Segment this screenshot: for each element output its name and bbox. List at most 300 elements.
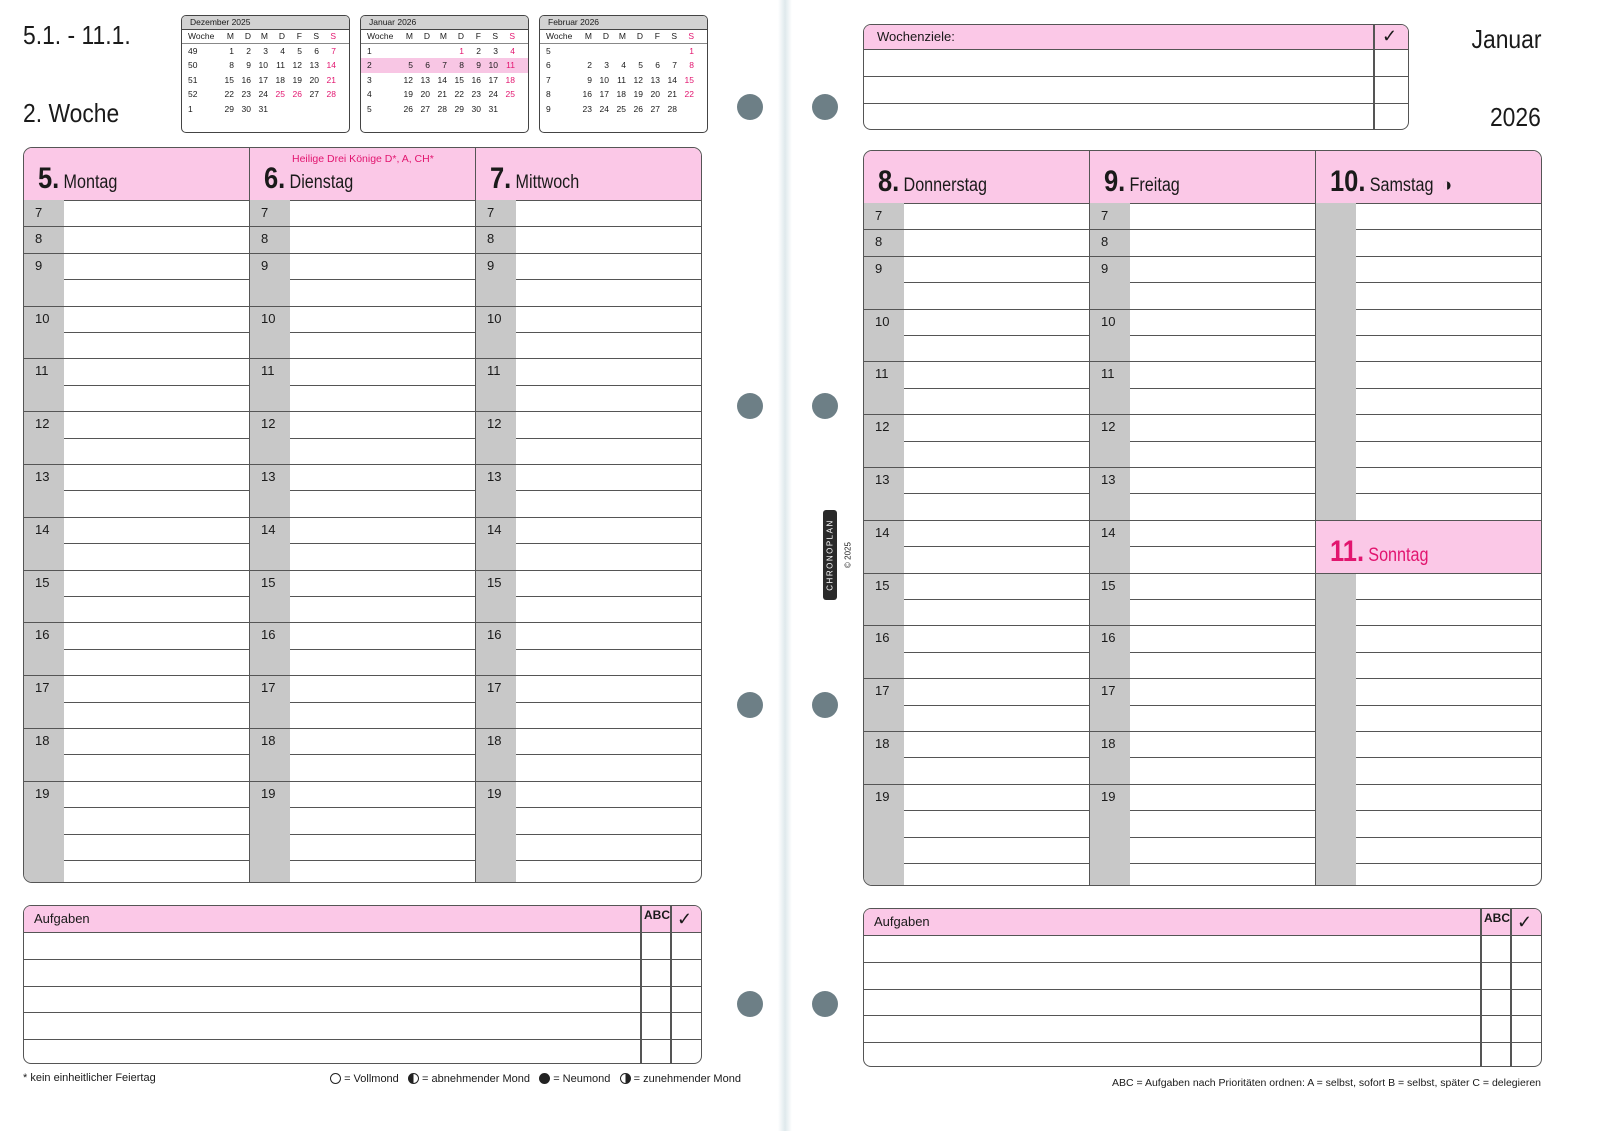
time-slot[interactable]	[1316, 863, 1541, 886]
mini-calendar-day: 27	[420, 103, 430, 114]
time-slot[interactable]	[1316, 705, 1541, 732]
time-slot[interactable]	[1316, 282, 1541, 309]
mini-calendar-day: 3	[263, 46, 268, 56]
day-title	[1104, 167, 1180, 197]
time-slot[interactable]	[250, 596, 476, 623]
week-number: 52	[188, 89, 198, 100]
task-row[interactable]	[24, 1013, 701, 1040]
time-slot[interactable]	[24, 438, 250, 465]
time-slot[interactable]	[24, 253, 250, 280]
time-slot[interactable]	[250, 306, 476, 333]
day-name: Samstag	[1369, 175, 1434, 196]
time-slot[interactable]	[250, 781, 476, 808]
task-row[interactable]	[24, 960, 701, 987]
mini-calendar-week	[540, 102, 707, 116]
time-slot[interactable]	[1090, 863, 1316, 886]
task-row[interactable]	[24, 987, 701, 1014]
mini-calendar-day: 28	[667, 103, 677, 114]
time-slot[interactable]	[864, 678, 1090, 705]
time-slot[interactable]	[1090, 546, 1316, 573]
mini-calendar-day: 25	[275, 89, 285, 100]
hour-label	[864, 493, 904, 519]
left-day-grid	[23, 147, 702, 883]
time-slot[interactable]	[1090, 573, 1316, 600]
time-slot[interactable]	[1090, 837, 1316, 864]
time-slot[interactable]	[1090, 757, 1316, 784]
mini-calendar-day: 28	[437, 103, 447, 114]
hour-label: 19	[487, 785, 502, 801]
time-slot[interactable]	[24, 517, 250, 544]
mini-calendar-title: Januar 2026	[361, 16, 528, 30]
time-slot[interactable]	[1316, 493, 1541, 520]
hour-label: 7	[261, 205, 269, 220]
time-slot[interactable]	[864, 493, 1090, 520]
time-slot[interactable]	[864, 282, 1090, 309]
hour-label	[24, 543, 64, 569]
time-slot[interactable]	[24, 834, 250, 861]
hour-label: 14	[35, 521, 50, 537]
mini-calendar-day: 13	[309, 60, 319, 71]
weekday-header: F	[654, 31, 660, 41]
mini-calendar-day: 13	[420, 74, 430, 85]
mini-calendar-day: 16	[471, 74, 481, 85]
hour-label: 15	[35, 574, 50, 590]
time-slot[interactable]	[24, 543, 250, 570]
hour-label	[864, 837, 904, 863]
hour-label: 11	[35, 363, 49, 379]
time-slot[interactable]	[864, 599, 1090, 626]
time-slot[interactable]	[250, 226, 476, 253]
time-slot[interactable]	[250, 253, 476, 280]
time-slot[interactable]	[1090, 335, 1316, 362]
time-slot[interactable]	[476, 385, 701, 412]
hour-label	[1316, 810, 1356, 836]
task-row[interactable]	[864, 963, 1541, 990]
time-slot[interactable]	[250, 517, 476, 544]
time-slot[interactable]	[864, 652, 1090, 679]
hour-label	[476, 596, 516, 622]
hour-label	[476, 332, 516, 358]
time-slot[interactable]	[864, 837, 1090, 864]
mini-calendar-week	[182, 102, 349, 116]
week-number: 4	[367, 89, 372, 100]
time-slot[interactable]	[250, 385, 476, 412]
time-slot[interactable]	[250, 622, 476, 649]
time-slot[interactable]	[864, 731, 1090, 758]
time-slot[interactable]	[24, 675, 250, 702]
time-slot[interactable]	[250, 411, 476, 438]
mini-calendar-day: 5	[638, 60, 643, 71]
time-slot[interactable]	[864, 573, 1090, 600]
time-slot[interactable]	[864, 467, 1090, 494]
time-slot[interactable]	[250, 490, 476, 517]
time-slot[interactable]	[476, 464, 701, 491]
weekday-header: S	[330, 31, 336, 41]
task-row[interactable]	[864, 990, 1541, 1017]
time-slot[interactable]	[476, 543, 701, 570]
time-slot[interactable]	[24, 385, 250, 412]
time-slot[interactable]	[476, 517, 701, 544]
time-slot[interactable]	[250, 702, 476, 729]
time-slot[interactable]	[1090, 441, 1316, 468]
hour-label	[864, 546, 904, 572]
hour-label	[476, 385, 516, 411]
time-slot[interactable]	[24, 570, 250, 597]
time-slot[interactable]	[1090, 414, 1316, 441]
day-title	[1330, 534, 1429, 568]
time-slot[interactable]	[476, 728, 701, 755]
time-slot[interactable]	[476, 306, 701, 333]
time-slot[interactable]	[476, 253, 701, 280]
time-slot[interactable]	[476, 781, 701, 808]
time-slot[interactable]	[250, 438, 476, 465]
hour-label: 12	[487, 416, 502, 432]
hour-label	[1316, 441, 1356, 467]
hour-label	[864, 282, 904, 308]
time-slot[interactable]	[1316, 467, 1541, 494]
goal-row[interactable]	[864, 104, 1408, 130]
time-slot[interactable]	[250, 754, 476, 781]
time-slot[interactable]	[476, 438, 701, 465]
time-slot[interactable]	[476, 596, 701, 623]
time-slot[interactable]	[1090, 599, 1316, 626]
time-slot[interactable]	[24, 306, 250, 333]
mini-calendar-title: Februar 2026	[540, 16, 707, 30]
hour-label	[1316, 625, 1356, 651]
time-slot[interactable]	[24, 754, 250, 781]
time-slot[interactable]	[864, 546, 1090, 573]
hour-label	[24, 279, 64, 305]
time-slot[interactable]	[864, 784, 1090, 811]
hour-label: 19	[35, 785, 50, 801]
mini-calendar-day: 10	[258, 60, 268, 71]
hour-label	[1090, 335, 1130, 361]
copyright-label: © 2025	[843, 542, 853, 568]
time-slot[interactable]	[250, 332, 476, 359]
day-header	[1090, 151, 1316, 204]
mini-calendar-day: 9	[246, 60, 251, 71]
time-slot[interactable]	[1090, 282, 1316, 309]
tasks-label: Aufgaben	[874, 914, 930, 929]
hour-label: 19	[1101, 788, 1116, 804]
time-slot[interactable]	[250, 358, 476, 385]
mini-calendar-day: 3	[604, 60, 609, 71]
time-slot[interactable]	[476, 807, 701, 834]
hour-label	[864, 599, 904, 625]
task-row[interactable]	[24, 933, 701, 960]
time-slot[interactable]	[476, 279, 701, 306]
mini-calendar	[539, 15, 708, 133]
hour-label: 7	[487, 205, 495, 220]
waxing-moon-icon	[620, 1073, 631, 1084]
time-slot[interactable]	[864, 757, 1090, 784]
time-slot[interactable]	[250, 675, 476, 702]
time-slot[interactable]	[476, 358, 701, 385]
mini-calendar-day: 27	[650, 103, 660, 114]
punch-hole	[737, 692, 763, 718]
time-slot[interactable]	[24, 728, 250, 755]
time-slot[interactable]	[864, 361, 1090, 388]
time-slot[interactable]	[250, 570, 476, 597]
mini-calendar-day: 14	[437, 74, 447, 85]
time-slot[interactable]	[24, 464, 250, 491]
time-slot[interactable]	[1316, 731, 1541, 758]
time-slot[interactable]	[24, 702, 250, 729]
full-moon-icon	[330, 1073, 341, 1084]
time-slot[interactable]	[1316, 309, 1541, 336]
time-slot[interactable]	[476, 570, 701, 597]
mini-calendar-day: 6	[655, 60, 660, 71]
time-slot[interactable]	[1090, 361, 1316, 388]
time-slot[interactable]	[864, 309, 1090, 336]
week-number: 1	[367, 46, 372, 56]
hour-label	[476, 860, 516, 883]
time-slot[interactable]	[24, 411, 250, 438]
time-slot[interactable]	[1316, 441, 1541, 468]
hour-label: 8	[875, 234, 883, 250]
time-slot[interactable]	[1316, 784, 1541, 811]
time-slot[interactable]	[864, 520, 1090, 547]
time-slot[interactable]	[250, 807, 476, 834]
day-title	[38, 164, 117, 194]
time-slot[interactable]	[1090, 625, 1316, 652]
hour-label	[476, 807, 516, 833]
time-slot[interactable]	[1090, 467, 1316, 494]
hour-label	[1316, 388, 1356, 414]
time-slot[interactable]	[1090, 705, 1316, 732]
hour-label	[24, 754, 64, 780]
time-slot[interactable]	[864, 705, 1090, 732]
time-slot[interactable]	[864, 863, 1090, 886]
weekday-header: S	[671, 31, 677, 41]
time-slot[interactable]	[1316, 414, 1541, 441]
week-number: 6	[546, 60, 551, 71]
time-slot[interactable]	[1090, 520, 1316, 547]
brand-label: CHRONOPLAN	[825, 519, 835, 591]
time-slot[interactable]	[24, 358, 250, 385]
time-slot[interactable]	[1316, 652, 1541, 679]
hour-label	[476, 834, 516, 860]
goal-row[interactable]	[864, 77, 1408, 104]
time-slot[interactable]	[24, 622, 250, 649]
time-slot[interactable]	[24, 279, 250, 306]
day-number: 5.	[38, 162, 60, 195]
time-slot[interactable]	[476, 332, 701, 359]
hour-label	[864, 810, 904, 836]
time-slot[interactable]	[864, 441, 1090, 468]
hour-label	[1316, 493, 1356, 519]
time-slot[interactable]	[24, 781, 250, 808]
time-slot[interactable]	[250, 279, 476, 306]
time-slot[interactable]	[476, 490, 701, 517]
day-header	[864, 151, 1090, 204]
time-slot[interactable]	[864, 810, 1090, 837]
day-column	[864, 151, 1090, 885]
hour-label: 17	[1101, 683, 1116, 699]
task-row[interactable]	[864, 936, 1541, 963]
weekday-header: M	[260, 31, 268, 41]
time-slot[interactable]	[1316, 625, 1541, 652]
mini-calendar	[360, 15, 529, 133]
hour-label: 19	[261, 785, 276, 801]
mini-calendar-week	[540, 58, 707, 72]
time-slot[interactable]	[24, 807, 250, 834]
time-slot[interactable]	[1316, 678, 1541, 705]
time-slot[interactable]	[476, 860, 701, 883]
time-slot[interactable]	[1090, 309, 1316, 336]
mini-calendar-day: 18	[275, 74, 285, 85]
time-slot[interactable]	[1090, 388, 1316, 415]
mini-calendar-day: 7	[442, 60, 447, 71]
hour-label	[1316, 678, 1356, 704]
day-number: 6.	[264, 162, 286, 195]
time-slot[interactable]	[1090, 731, 1316, 758]
hour-label: 9	[35, 257, 43, 273]
time-slot[interactable]	[476, 226, 701, 253]
check-icon: ✓	[1517, 912, 1533, 932]
time-slot[interactable]	[24, 490, 250, 517]
time-slot[interactable]	[250, 649, 476, 676]
time-slot[interactable]	[1090, 229, 1316, 256]
time-slot[interactable]	[864, 256, 1090, 283]
time-slot[interactable]	[250, 860, 476, 883]
time-slot[interactable]	[250, 543, 476, 570]
time-slot[interactable]	[476, 675, 701, 702]
hour-label: 12	[35, 416, 50, 432]
time-slot[interactable]	[476, 200, 701, 227]
hour-label	[250, 649, 290, 675]
time-slot[interactable]	[1090, 493, 1316, 520]
hour-label	[864, 335, 904, 361]
weekday-header: D	[244, 31, 251, 41]
mini-calendar-day: 22	[684, 89, 694, 100]
time-slot[interactable]	[1316, 388, 1541, 415]
mini-calendar-day: 26	[292, 89, 302, 100]
time-slot[interactable]	[1316, 757, 1541, 784]
hour-label	[24, 834, 64, 860]
time-slot[interactable]	[1090, 810, 1316, 837]
time-slot[interactable]	[864, 335, 1090, 362]
time-slot[interactable]	[24, 596, 250, 623]
time-slot[interactable]	[250, 728, 476, 755]
mini-calendar-day: 9	[476, 60, 481, 71]
time-slot[interactable]	[1316, 203, 1541, 230]
mini-calendar-day: 6	[425, 60, 430, 71]
goals-header	[864, 25, 1408, 50]
hour-label	[24, 807, 64, 833]
day-header	[476, 148, 701, 201]
hour-label: 12	[1101, 419, 1116, 435]
day-column	[250, 148, 476, 882]
mini-calendar-day: 1	[689, 46, 694, 56]
time-slot[interactable]	[1090, 256, 1316, 283]
time-slot[interactable]	[1316, 335, 1541, 362]
week-number: 3	[367, 74, 372, 85]
mini-calendar-day: 29	[454, 103, 464, 114]
task-row[interactable]	[24, 1040, 701, 1064]
time-slot[interactable]	[476, 754, 701, 781]
mini-calendar-day: 22	[454, 89, 464, 100]
time-slot[interactable]	[476, 834, 701, 861]
date-range: 5.1. - 11.1.	[23, 20, 131, 50]
day-number: 10.	[1330, 165, 1366, 198]
time-slot[interactable]	[1090, 203, 1316, 230]
time-slot[interactable]	[476, 622, 701, 649]
time-slot[interactable]	[24, 860, 250, 883]
hour-label	[1090, 863, 1130, 886]
time-slot[interactable]	[1316, 599, 1541, 626]
hour-label: 8	[261, 231, 269, 247]
time-slot[interactable]	[250, 200, 476, 227]
time-slot[interactable]	[1316, 573, 1541, 600]
mini-calendar-day: 23	[582, 103, 592, 114]
time-slot[interactable]	[1090, 678, 1316, 705]
hour-label: 19	[875, 788, 890, 804]
time-slot[interactable]	[1316, 837, 1541, 864]
mini-calendar-day: 2	[246, 46, 251, 56]
hour-label: 18	[875, 736, 890, 751]
hour-label	[1090, 441, 1130, 467]
time-slot[interactable]	[1316, 361, 1541, 388]
weekday-header: D	[636, 31, 643, 41]
mini-calendar-day: 24	[258, 89, 268, 100]
time-slot[interactable]	[1316, 810, 1541, 837]
weekday-header: S	[688, 31, 694, 41]
goal-row[interactable]	[864, 50, 1408, 77]
hour-label	[1090, 493, 1130, 519]
hour-label	[1316, 467, 1356, 493]
mini-calendar-day: 1	[229, 46, 234, 56]
time-slot[interactable]	[1090, 784, 1316, 811]
mini-calendar-week	[540, 73, 707, 87]
day-name: Dienstag	[289, 172, 354, 193]
time-slot[interactable]	[250, 464, 476, 491]
time-slot[interactable]	[864, 625, 1090, 652]
time-slot[interactable]	[864, 203, 1090, 230]
time-slot[interactable]	[476, 702, 701, 729]
mini-calendar-day: 7	[331, 46, 336, 56]
time-slot[interactable]	[476, 649, 701, 676]
week-number: 5	[367, 103, 372, 114]
hour-label	[476, 543, 516, 569]
time-slot[interactable]	[24, 649, 250, 676]
time-slot[interactable]	[1316, 256, 1541, 283]
task-row[interactable]	[864, 1043, 1541, 1067]
time-slot[interactable]	[476, 411, 701, 438]
day-title	[264, 164, 353, 194]
hour-label: 16	[875, 630, 890, 646]
time-slot[interactable]	[864, 414, 1090, 441]
time-slot[interactable]	[250, 834, 476, 861]
time-slot[interactable]	[24, 200, 250, 227]
task-row[interactable]	[864, 1016, 1541, 1043]
time-slot[interactable]	[864, 388, 1090, 415]
hour-label	[1316, 705, 1356, 731]
time-slot[interactable]	[864, 229, 1090, 256]
mini-calendar-day: 18	[505, 74, 515, 85]
hour-label: 13	[487, 469, 502, 484]
weekday-header: D	[423, 31, 430, 41]
hour-label	[1316, 784, 1356, 810]
mini-calendar-week	[361, 58, 528, 72]
weekday-header: Woche	[546, 31, 573, 41]
time-slot[interactable]	[24, 226, 250, 253]
time-slot[interactable]	[1090, 652, 1316, 679]
time-slot[interactable]	[1316, 229, 1541, 256]
hour-label: 17	[875, 683, 890, 699]
hour-label	[1090, 837, 1130, 863]
time-slot[interactable]	[24, 332, 250, 359]
